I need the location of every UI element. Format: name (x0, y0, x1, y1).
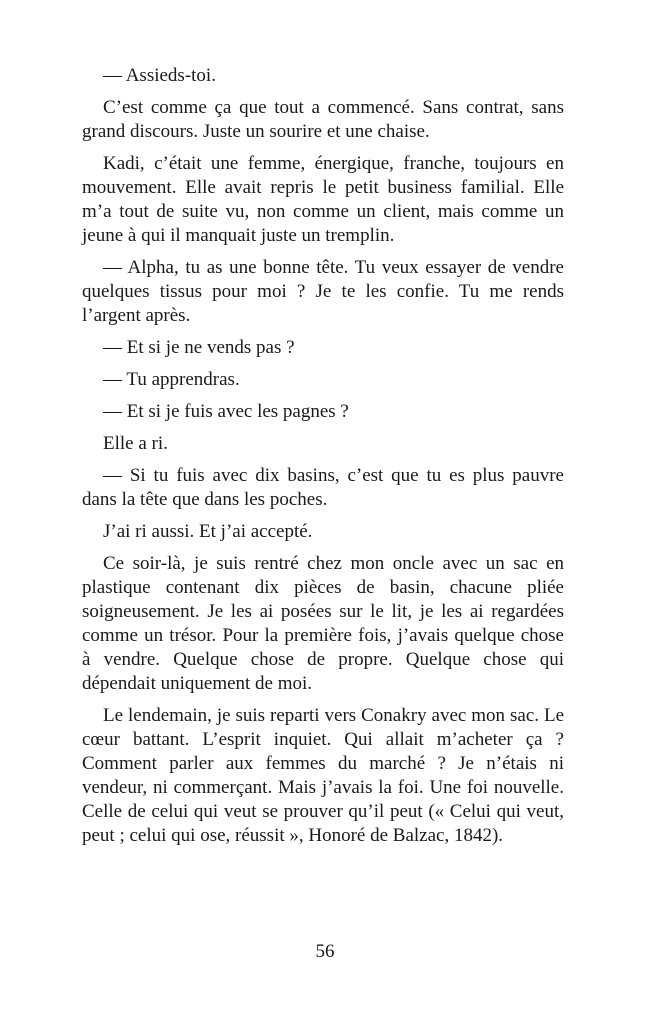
page-body (82, 64, 564, 856)
paragraph: Le lendemain, je suis reparti vers Conakry avec mon sac. Le cœur battant. L’esprit inquiet. Qui allait m’acheter ça ? Comment parler aux femmes du marché ? Je n’étais ni vendeur, ni commerçant. Mais j’avais la foi. Une foi nouvelle. Celle de celui qui veut se prouver qu’il peut (« Celui qui veut, peut ; celui qui ose, réussit », Honoré de Balzac, 1842). (82, 705, 564, 846)
paragraph: Elle a ri. (103, 433, 168, 454)
paragraph: — Et si je fuis avec les pagnes ? (103, 401, 349, 422)
paragraph: — Si tu fuis avec dix basins, c’est que tu es plus pauvre dans la tête que dans les poches. (82, 465, 564, 510)
page-number: 56 (315, 941, 335, 962)
paragraph: — Alpha, tu as une bonne tête. Tu veux essayer de vendre quelques tissus pour moi ? Je te les confie. Tu me rends l’argent après. (82, 257, 564, 326)
paragraph: J’ai ri aussi. Et j’ai accepté. (103, 521, 313, 542)
paragraph: — Assieds-toi. (103, 65, 216, 86)
paragraph: — Tu apprendras. (103, 369, 240, 390)
paragraph: C’est comme ça que tout a commencé. Sans contrat, sans grand discours. Juste un sourire et une chaise. (82, 97, 564, 142)
paragraph: Kadi, c’était une femme, énergique, franche, toujours en mouvement. Elle avait repris le petit business familial. Elle m’a tout de suite vu, non comme un client, mais comme un jeune à qui il manquait juste un tremplin. (82, 153, 564, 246)
paragraph: — Et si je ne vends pas ? (103, 337, 295, 358)
paragraph: Ce soir-là, je suis rentré chez mon oncle avec un sac en plastique contenant dix pièces de basin, chacune pliée soigneusement. Je les ai posées sur le lit, je les ai regardées comme un trésor. Pour la première fois, j’avais quelque chose à vendre. Quelque chose de propre. Quelque chose qui dépendait uniquement de moi. (82, 553, 564, 694)
